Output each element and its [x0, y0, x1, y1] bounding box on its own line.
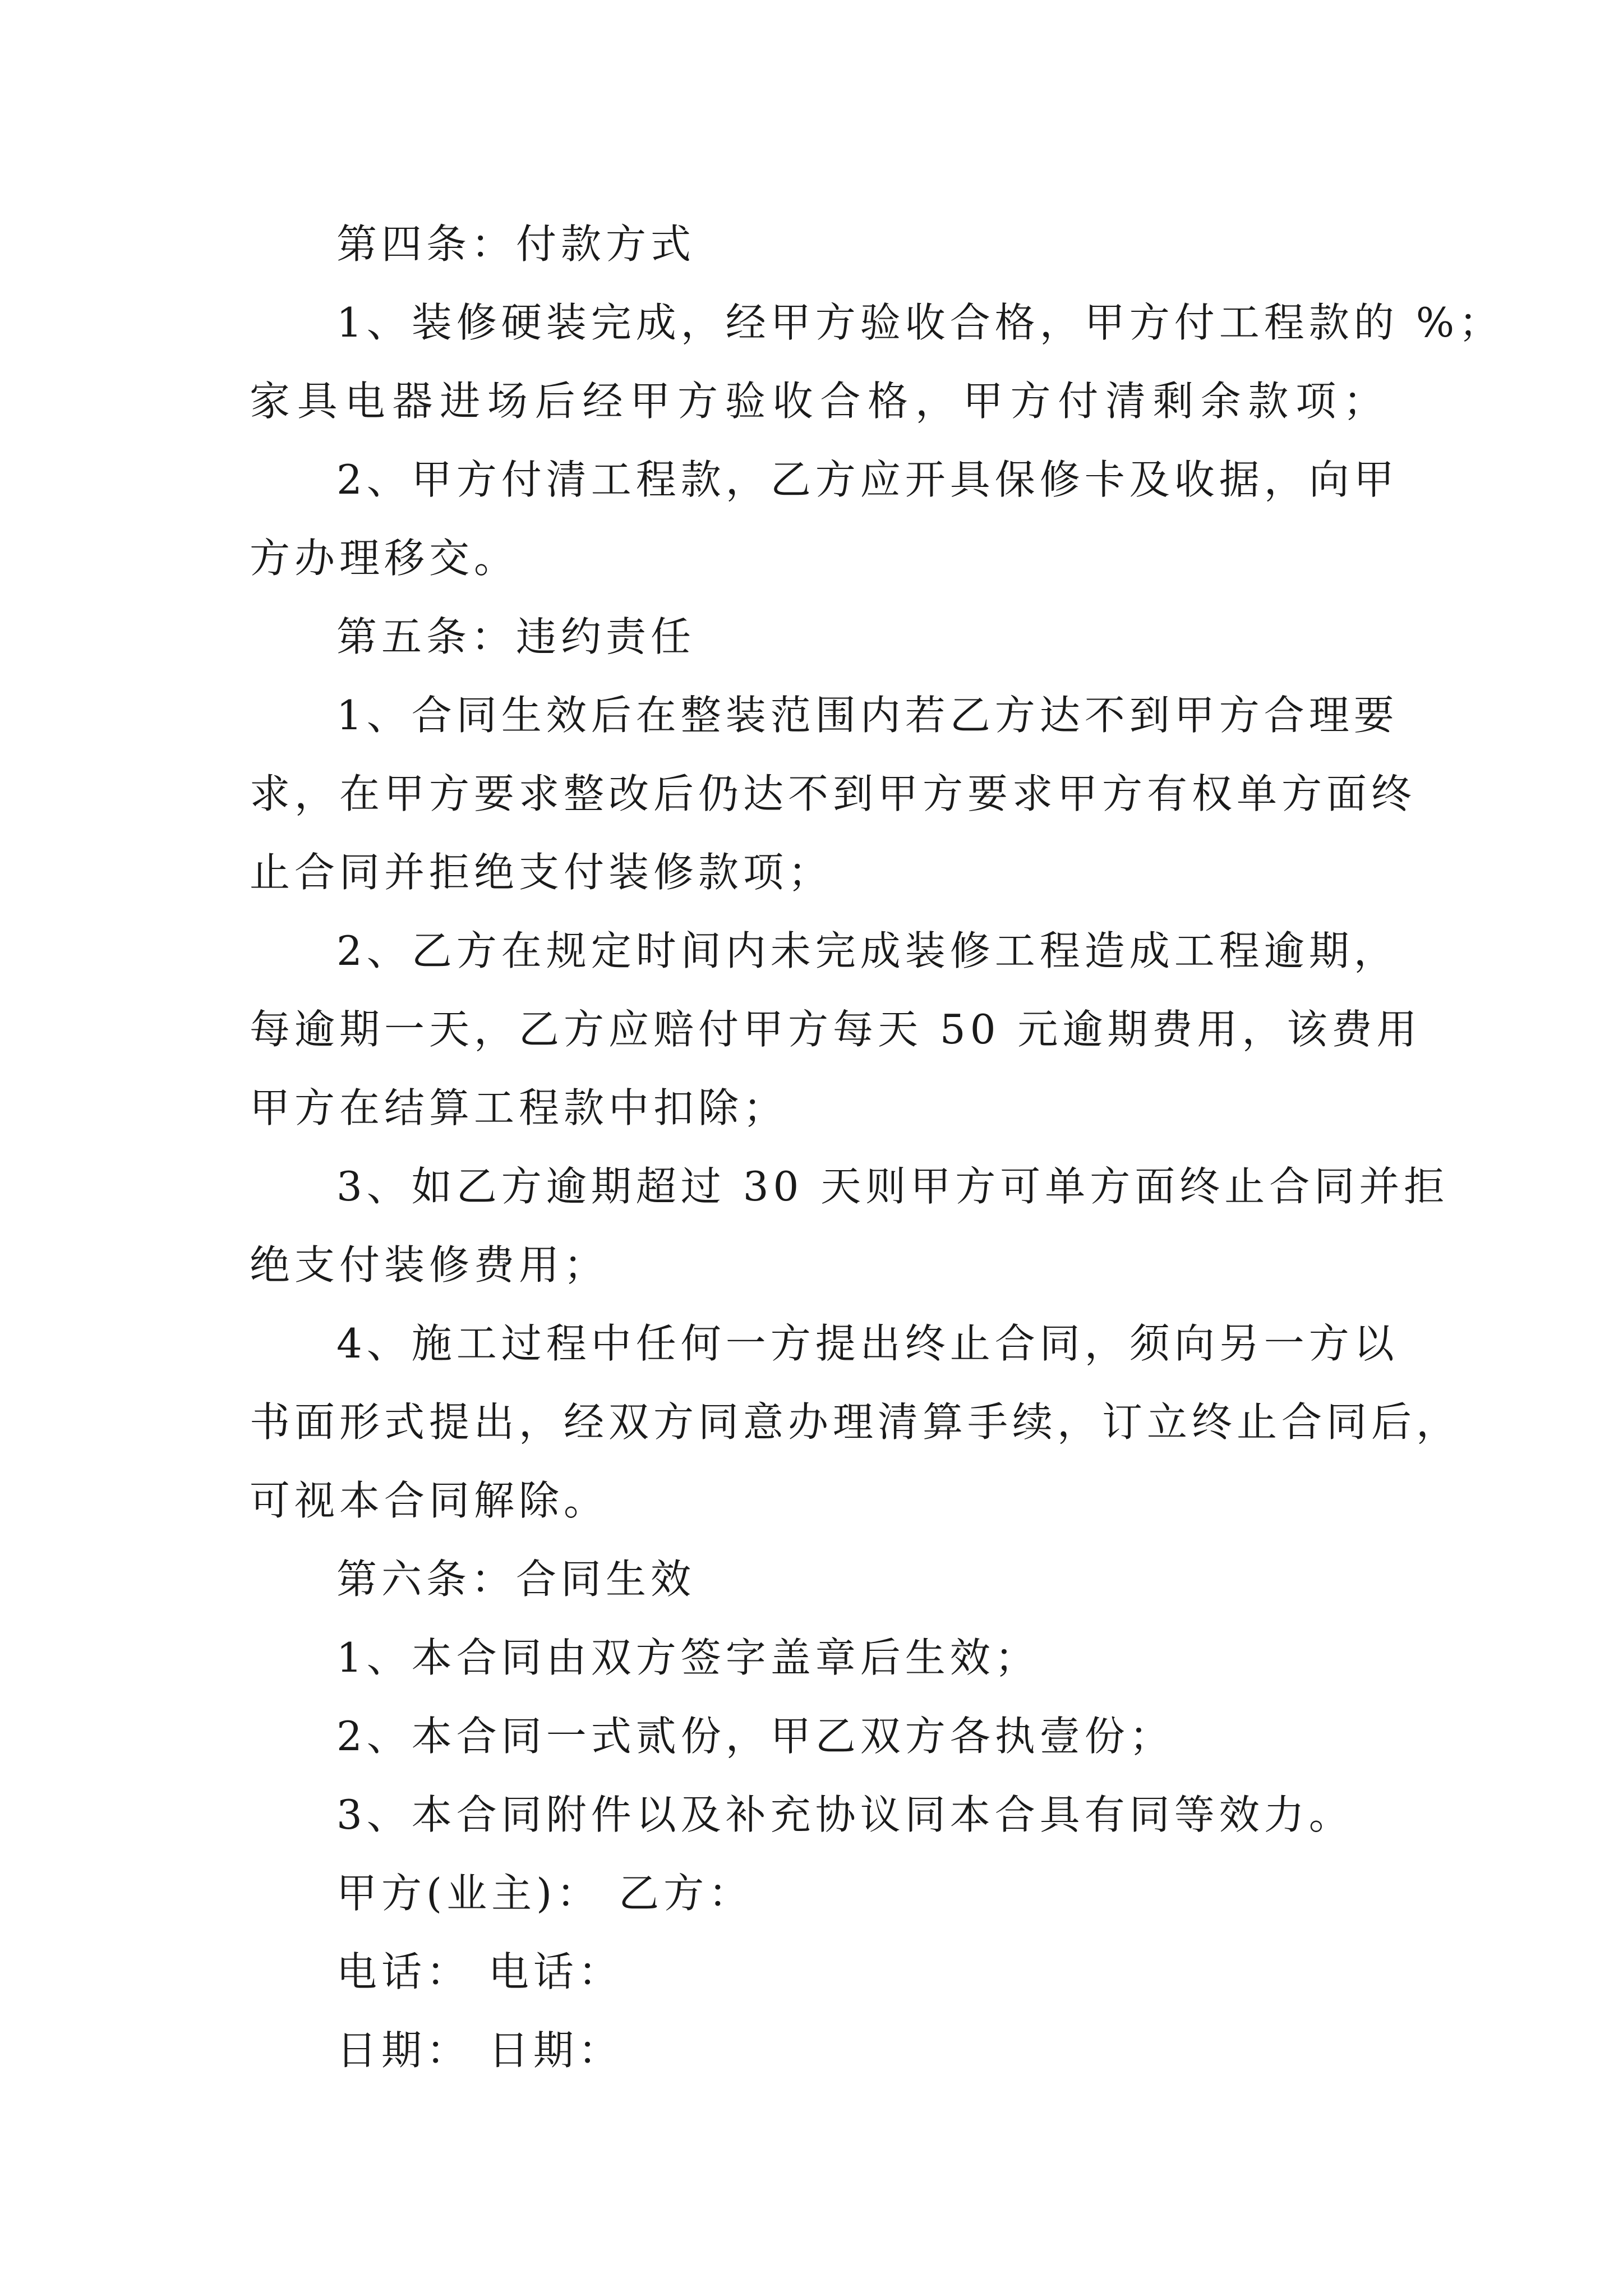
- paragraph-line: 2、乙方在规定时间内未完成装修工程造成工程逾期，: [336, 927, 1399, 974]
- signature-date-line: 日期： 日期：: [336, 2027, 623, 2074]
- signature-phone-line: 电话： 电话：: [336, 1948, 623, 1995]
- section-heading-liability: 第五条：违约责任: [336, 613, 696, 660]
- paragraph-line: 可视本合同解除。: [250, 1477, 609, 1524]
- paragraph-line: 2、本合同一式贰份，甲乙双方各执壹份；: [336, 1713, 1174, 1760]
- section-heading-payment: 第四条：付款方式: [336, 220, 696, 268]
- section-heading-effectiveness: 第六条：合同生效: [336, 1556, 696, 1603]
- paragraph-line: 1、合同生效后在整装范围内若乙方达不到甲方合理要: [336, 692, 1399, 739]
- paragraph-line: 4、施工过程中任何一方提出终止合同，须向另一方以: [336, 1320, 1399, 1367]
- paragraph-line: 2、甲方付清工程款，乙方应开具保修卡及收据，向甲: [336, 456, 1399, 503]
- paragraph-line: 方办理移交。: [250, 535, 519, 582]
- paragraph-line: 3、本合同附件以及补充协议同本合具有同等效力。: [336, 1791, 1354, 1838]
- paragraph-line: 甲方在结算工程款中扣除；: [250, 1084, 789, 1131]
- paragraph-line: 3、如乙方逾期超过 30 天则甲方可单方面终止合同并拒: [336, 1163, 1449, 1210]
- paragraph-line: 每逾期一天，乙方应赔付甲方每天 50 元逾期费用，该费用: [250, 1006, 1422, 1053]
- paragraph-line: 1、装修硬装完成，经甲方验收合格，甲方付工程款的 %；: [336, 299, 1504, 346]
- paragraph-line: 止合同并拒绝支付装修款项；: [250, 849, 833, 896]
- paragraph-line: 求，在甲方要求整改后仍达不到甲方要求甲方有权单方面终: [250, 770, 1417, 817]
- paragraph-line: 书面形式提出，经双方同意办理清算手续，订立终止合同后，: [250, 1398, 1461, 1446]
- paragraph-line: 家具电器进场后经甲方验收合格，甲方付清剩余款项；: [250, 378, 1388, 425]
- paragraph-line: 1、本合同由双方签字盖章后生效；: [336, 1634, 1040, 1681]
- signature-party-line: 甲方(业主)： 乙方：: [336, 1870, 754, 1917]
- paragraph-line: 绝支付装修费用；: [250, 1241, 609, 1289]
